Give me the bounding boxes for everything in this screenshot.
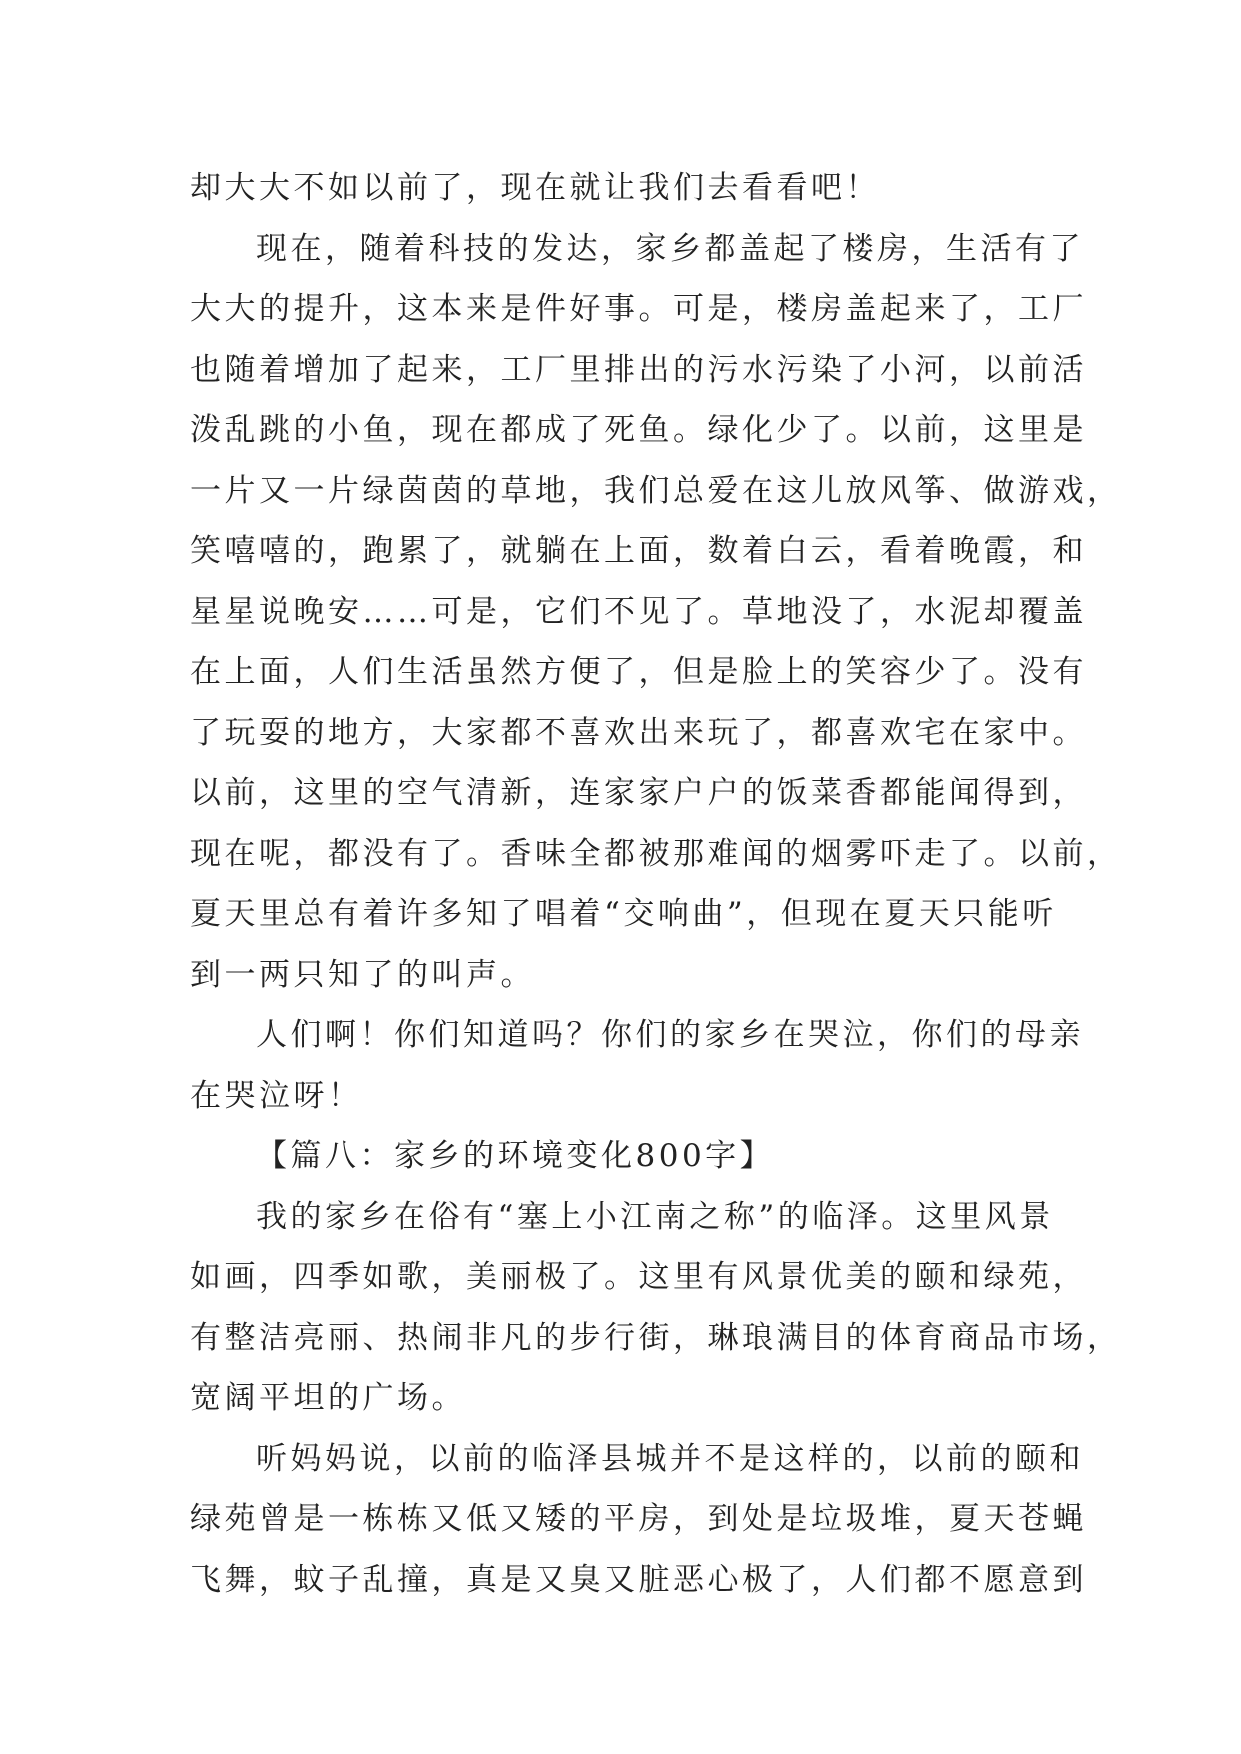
text-line: 大大的提升，这本来是件好事。可是，楼房盖起来了，工厂 — [190, 291, 1087, 327]
text-line: 笑嘻嘻的，跑累了，就躺在上面，数着白云，看着晚霞，和 — [190, 533, 1087, 569]
text-line: 绿苑曾是一栋栋又低又矮的平房，到处是垃圾堆，夏天苍蝇 — [190, 1501, 1087, 1537]
paragraph-start-line: 现在，随着科技的发达，家乡都盖起了楼房，生活有了 — [256, 230, 1084, 267]
text-line: 现在呢，都没有了。香味全都被那难闻的烟雾吓走了。以前， — [190, 835, 1122, 872]
text-line: 泼乱跳的小鱼，现在都成了死鱼。绿化少了。以前，这里是 — [190, 412, 1087, 448]
text-line: 却大大不如以前了，现在就让我们去看看吧！ — [190, 170, 880, 206]
text-line: 在哭泣呀！ — [190, 1077, 363, 1114]
text-line: 夏天里总有着许多知了唱着“交响曲”，但现在夏天只能听 — [190, 896, 1057, 932]
text-line: 一片又一片绿茵茵的草地，我们总爱在这儿放风筝、做游戏， — [190, 472, 1122, 509]
text-line: 如画，四季如歌，美丽极了。这里有风景优美的颐和绿苑， — [190, 1259, 1087, 1295]
text-line: 以前，这里的空气清新，连家家户户的饭菜香都能闻得到， — [190, 775, 1087, 811]
text-line: 有整洁亮丽、热闹非凡的步行街，琳琅满目的体育商品市场， — [190, 1319, 1122, 1356]
paragraph-start-line: 人们啊！你们知道吗？你们的家乡在哭泣，你们的母亲 — [256, 1017, 1084, 1053]
text-line: 也随着增加了起来，工厂里排出的污水污染了小河，以前活 — [190, 351, 1087, 388]
text-line: 在上面，人们生活虽然方便了，但是脸上的笑容少了。没有 — [190, 654, 1087, 690]
text-line: 星星说晚安……可是，它们不见了。草地没了，水泥却覆盖 — [190, 593, 1087, 630]
text-line: 了玩耍的地方，大家都不喜欢出来玩了，都喜欢宅在家中。 — [190, 714, 1087, 751]
text-line: 宽阔平坦的广场。 — [190, 1380, 466, 1416]
text-line: 到一两只知了的叫声。 — [190, 956, 535, 993]
text-line: 飞舞，蚊子乱撞，真是又臭又脏恶心极了，人们都不愿意到 — [190, 1561, 1087, 1598]
section-heading: 【篇八：家乡的环境变化800字】 — [256, 1138, 775, 1174]
paragraph-start-line: 我的家乡在俗有“塞上小江南之称”的临泽。这里风景 — [256, 1198, 1054, 1235]
document-body — [190, 158, 1122, 1610]
paragraph-start-line: 听妈妈说，以前的临泽县城并不是这样的，以前的颐和 — [256, 1440, 1084, 1477]
